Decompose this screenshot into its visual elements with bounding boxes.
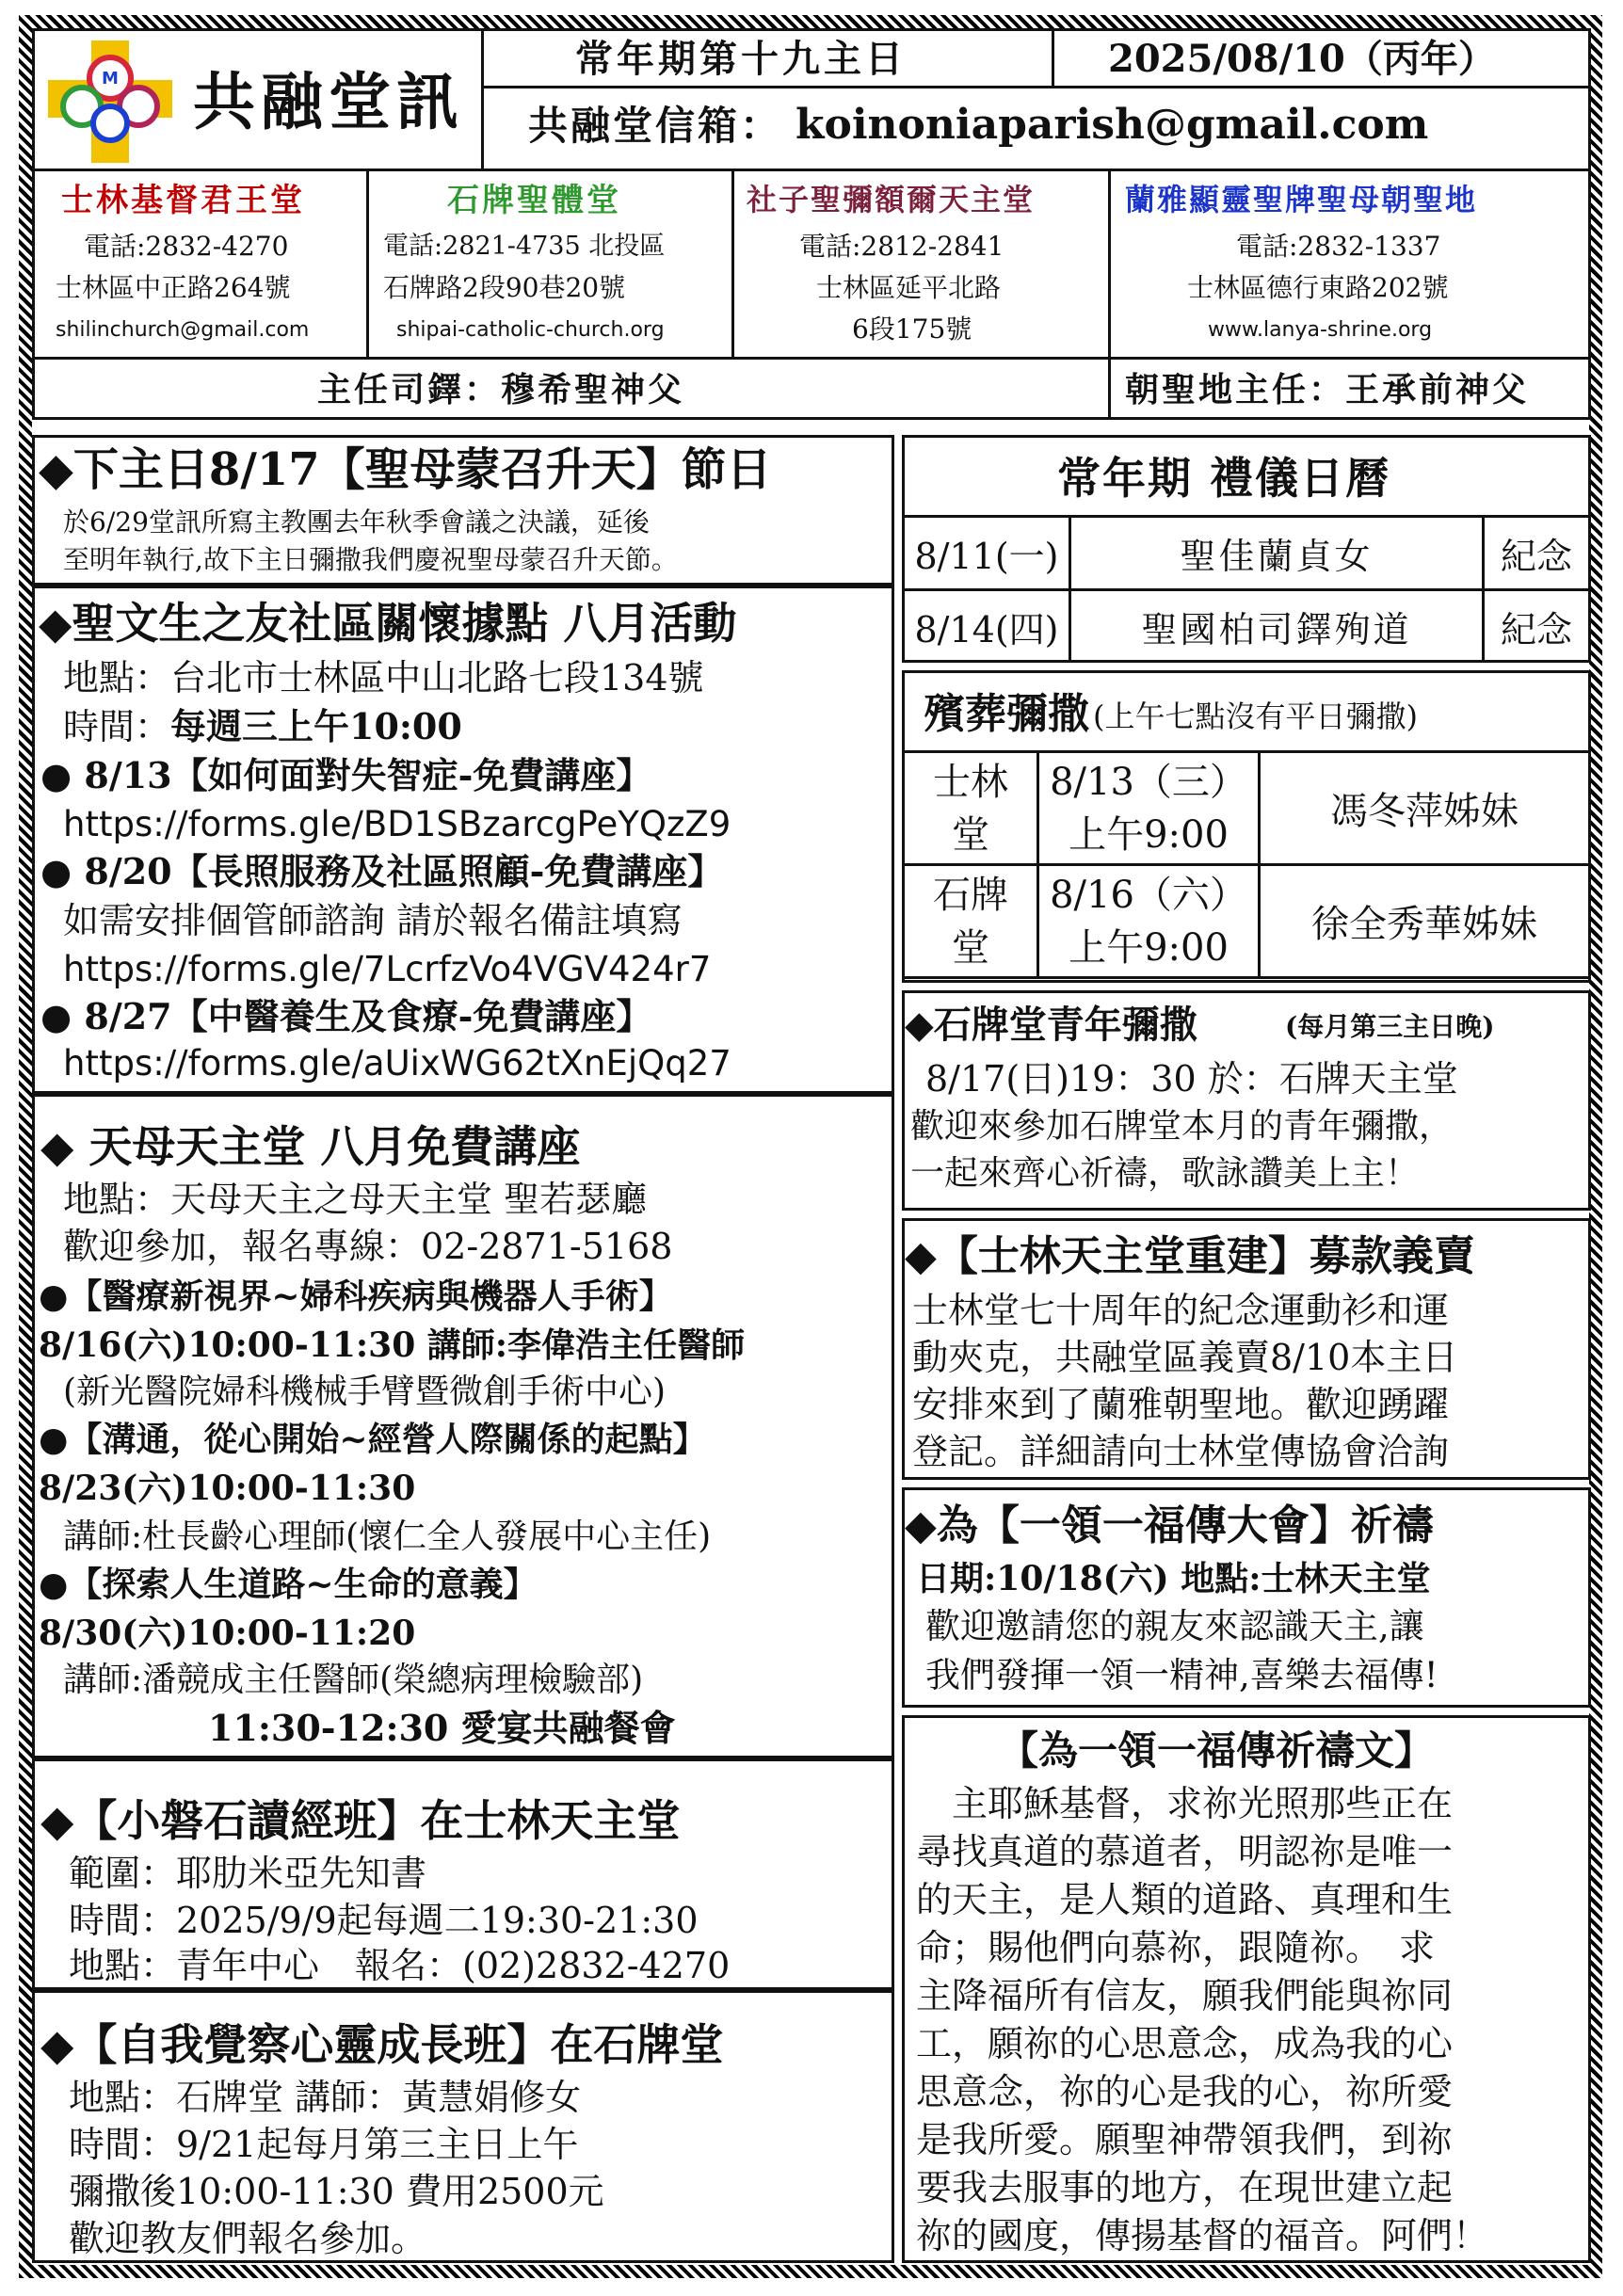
cell-name: 馮冬萍姊妹 <box>1260 752 1590 865</box>
church-line: 士林 <box>933 760 1008 804</box>
text-line: 8/17(日)19：30 於：石牌天主堂 <box>925 1058 1458 1100</box>
text-line: 動夾克，共融堂區義賣8/10本主日 <box>912 1337 1458 1378</box>
lecture-title: ●【溝通，從心開始~經營人際關係的起點】 <box>39 1420 707 1459</box>
cell-date: 8/11(一) <box>904 517 1070 590</box>
church-name: 士林基督君王堂 <box>61 182 305 219</box>
issue-date: 2025/08/10（丙年） <box>1108 37 1496 81</box>
section-title: ◆【小磐石讀經班】在士林天主堂 <box>40 1795 681 1846</box>
prayer-text <box>902 1715 1591 2263</box>
text-line: 我們發揮一領一精神,喜樂去福傳! <box>925 1655 1438 1695</box>
section-title: ◆石牌堂青年彌撒 <box>905 1003 1197 1047</box>
prayer-line: 祢的國度，傳揚基督的福音。阿們！ <box>916 2215 1489 2256</box>
table-row <box>904 517 1590 590</box>
church-website[interactable]: shipai-catholic-church.org <box>396 318 665 342</box>
lecture-time: 8/30(六)10:00-11:20 <box>39 1614 416 1653</box>
lecture-time: 8/23(六)10:00-11:30 <box>39 1469 416 1508</box>
table-row <box>904 590 1590 664</box>
church-phone: 電話:2832-1337 <box>1236 231 1441 262</box>
mailbox-email[interactable]: koinoniaparish@gmail.com <box>795 101 1429 149</box>
funeral-masses <box>902 670 1591 983</box>
time: 上午9:00 <box>1069 812 1229 857</box>
cell-rank: 紀念 <box>1484 590 1590 664</box>
prayer-line: 思意念，祢的心是我的心，祢所愛 <box>916 2071 1454 2112</box>
church-address-2: 6段175號 <box>852 313 972 345</box>
church-line: 堂 <box>952 925 989 970</box>
church-name: 社子聖彌額爾天主堂 <box>747 182 1036 217</box>
section-title: 【為一領一福傳祈禱文】 <box>999 1727 1435 1774</box>
event-title: ● 8/20【長照服務及社區照顧-免費講座】 <box>40 850 724 892</box>
table-row <box>904 865 1590 978</box>
lecture-speaker: 講師:潘競成主任醫師(榮總病理檢驗部) <box>63 1661 644 1699</box>
section-title: ◆下主日8/17【聖母蒙召升天】節日 <box>39 443 772 496</box>
church-address: 士林區延平北路 <box>816 272 1002 303</box>
church-address: 士林區德行東路202號 <box>1187 272 1449 303</box>
church-name: 蘭雅顯靈聖牌聖母朝聖地 <box>1125 182 1478 217</box>
assumption-notice <box>32 435 894 586</box>
svg-text:M: M <box>102 69 119 88</box>
event-link[interactable]: https://forms.gle/BD1SBzarcgPeYQzZ9 <box>63 804 731 844</box>
section-title: ◆ 天母天主堂 八月免費講座 <box>40 1121 581 1172</box>
section-title: 殯葬彌撒 <box>924 690 1089 738</box>
text-line: 士林堂七十周年的紀念運動衫和運 <box>912 1290 1450 1331</box>
text-line: 一起來齊心祈禱，歌詠讚美上主！ <box>910 1154 1420 1193</box>
event-title: ● 8/27【中醫養生及食療-免費講座】 <box>40 995 652 1037</box>
mailbox-label: 共融堂信箱： <box>528 103 783 149</box>
cell-date: 8/14(四) <box>904 590 1070 664</box>
section-note: (每月第三主日晚) <box>1285 1011 1495 1042</box>
prayer-line: 的天主，是人類的道路、真理和生 <box>916 1879 1454 1920</box>
event-title: ● 8/13【如何面對失智症-免費講座】 <box>40 754 652 796</box>
event-date: 日期:10/18(六) 地點:士林天主堂 <box>916 1559 1431 1598</box>
section-title: ◆【士林天主堂重建】募款義賣 <box>905 1232 1475 1280</box>
cell-name: 徐全秀華姊妹 <box>1260 865 1590 978</box>
fee: 彌撒後10:00-11:30 費用2500元 <box>69 2171 604 2212</box>
prayer-event <box>902 1487 1591 1708</box>
prayer-line: 工，願祢的心思意念，成為我的心 <box>916 2023 1454 2064</box>
church-phone: 電話:2832-4270 <box>84 231 289 262</box>
bible-class <box>32 1758 894 1990</box>
funeral-table <box>902 750 1591 979</box>
text-line: 至明年執行,故下主日彌撒我們慶祝聖母蒙召升天節。 <box>63 544 678 575</box>
cell-saint: 聖國柏司鐸殉道 <box>1070 590 1484 664</box>
church-name: 石牌聖體堂 <box>447 182 621 219</box>
prayer-line: 命；賜他們向慕祢，跟隨祢。 求 <box>916 1927 1436 1968</box>
event-note: 如需安排個管師諮詢 請於報名備註填寫 <box>63 900 683 941</box>
date: 8/13（三） <box>1050 760 1247 804</box>
church-line: 堂 <box>952 812 989 857</box>
prayer-line: 是我所愛。願聖神帶領我們，到祢 <box>916 2119 1454 2160</box>
lecture-org: (新光醫院婦科機械手臂暨微創手術中心) <box>63 1373 667 1411</box>
time: 時間：2025/9/9起每週二19:30-21:30 <box>69 1900 699 1941</box>
pastor: 主任司鐸：穆希聖神父 <box>317 370 685 409</box>
meal-note: 11:30-12:30 愛宴共融餐會 <box>208 1707 676 1749</box>
churches-bar <box>32 171 1591 360</box>
cell-datetime <box>1038 752 1260 865</box>
growth-class <box>32 1990 894 2263</box>
liturgy-calendar <box>902 435 1591 663</box>
event-link[interactable]: https://forms.gle/aUixWG62tXnEjQq27 <box>63 1043 731 1084</box>
section-note: (上午七點沒有平日彌撒) <box>1093 698 1418 734</box>
text-line: 於6/29堂訊所寫主教團去年秋季會議之決議，延後 <box>63 506 650 538</box>
shrine-director: 朝聖地主任：王承前神父 <box>1125 370 1530 409</box>
cell-saint: 聖佳蘭貞女 <box>1070 517 1484 590</box>
cell-church <box>904 752 1038 865</box>
prayer-lines <box>916 1780 1488 2260</box>
friends-activities <box>32 586 894 1094</box>
text-line: 安排來到了蘭雅朝聖地。歡迎踴躍 <box>912 1384 1450 1425</box>
liturgy-table <box>902 515 1591 663</box>
time: 上午9:00 <box>1069 925 1229 970</box>
prayer-line: 主降福所有信友，願我們能與祢同 <box>916 1975 1454 2016</box>
text-line: 登記。詳細請向士林堂傳協會洽詢 <box>912 1431 1450 1472</box>
rebuild-sale <box>902 1218 1591 1480</box>
place: 地點：青年中心 報名：(02)2832-4270 <box>69 1945 731 1986</box>
prayer-line: 要我去服事的地方，在現世建立起 <box>916 2167 1454 2208</box>
scope: 範圍：耶肋米亞先知書 <box>69 1853 427 1894</box>
church-line: 石牌 <box>933 873 1008 917</box>
place: 地點：台北市士林區中山北路七段134號 <box>63 657 704 698</box>
lecture-title: ●【探索人生道路~生命的意義】 <box>39 1565 538 1604</box>
time-label: 時間： <box>63 706 171 747</box>
date: 8/16（六） <box>1050 873 1247 917</box>
cell-datetime <box>1038 865 1260 978</box>
section-title: ◆為【一領一福傳大會】祈禱 <box>905 1501 1434 1549</box>
place: 地點：天母天主之母天主堂 聖若瑟廳 <box>63 1179 648 1220</box>
section-title: ◆【自我覺察心靈成長班】在石牌堂 <box>40 2019 724 2070</box>
event-link[interactable]: https://forms.gle/7LcrfzVo4VGV424r7 <box>63 949 712 989</box>
sunday-name: 常年期第十九主日 <box>575 37 907 81</box>
tianmu-lectures <box>32 1094 894 1758</box>
time-value: 每週三上午10:00 <box>170 705 462 747</box>
cell-rank: 紀念 <box>1484 517 1590 590</box>
church-address: 士林區中正路264號 <box>56 272 291 303</box>
signup-phone: 歡迎參加，報名專線：02-2871-5168 <box>63 1226 673 1267</box>
welcome: 歡迎教友們報名參加。 <box>69 2218 427 2259</box>
cell-church <box>904 865 1038 978</box>
newsletter-title: 共融堂訊 <box>193 65 464 138</box>
prayer-line: 尋找真道的慕道者，明認祢是唯一 <box>916 1831 1454 1872</box>
header <box>32 28 1591 171</box>
text-line: 歡迎來參加石牌堂本月的青年彌撒， <box>910 1107 1454 1146</box>
section-title: ◆聖文生之友社區關懷據點 八月活動 <box>39 598 737 649</box>
church-email[interactable]: shilinchurch@gmail.com <box>56 318 310 342</box>
section-title: 常年期 禮儀日曆 <box>1057 453 1391 504</box>
logo <box>40 37 178 167</box>
church-phone: 電話:2821-4735 北投區 <box>383 232 666 261</box>
table-row <box>904 752 1590 865</box>
lecture-time: 8/16(六)10:00-11:30 講師:李偉浩主任醫師 <box>39 1325 746 1365</box>
staff-bar <box>32 360 1591 420</box>
time: 時間：9/21起每月第三主日上午 <box>69 2124 579 2165</box>
lecture-speaker: 講師:杜長齡心理師(懷仁全人發展中心主任) <box>63 1517 712 1556</box>
text-line: 歡迎邀請您的親友來認識天主,讓 <box>925 1606 1424 1646</box>
youth-mass <box>902 990 1591 1211</box>
church-address: 石牌路2段90巷20號 <box>383 272 626 303</box>
church-phone: 電話:2812-2841 <box>799 231 1004 262</box>
lecture-title: ●【醫療新視界~婦科疾病與機器人手術】 <box>39 1276 673 1316</box>
church-website[interactable]: www.lanya-shrine.org <box>1208 318 1433 342</box>
prayer-line: 主耶穌基督，求祢光照那些正在 <box>916 1783 1454 1824</box>
place: 地點：石牌堂 講師：黃慧娟修女 <box>69 2077 582 2118</box>
